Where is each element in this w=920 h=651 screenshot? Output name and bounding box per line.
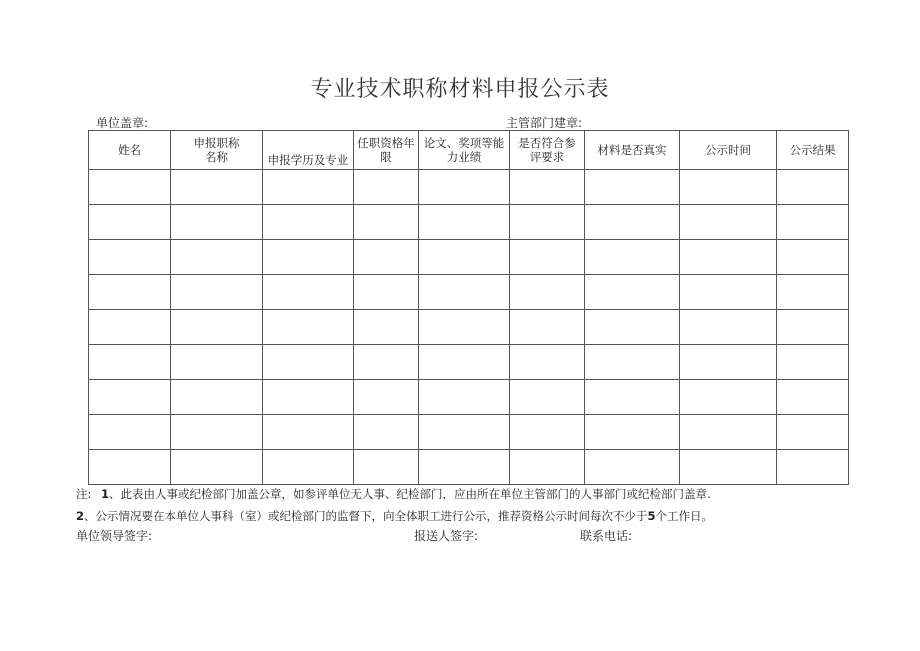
- table-cell: [680, 380, 777, 415]
- table-cell: [354, 240, 419, 275]
- page-title: 专业技术职称材料申报公示表: [310, 77, 610, 102]
- table-cell: [777, 415, 849, 450]
- table-cell: [263, 310, 354, 345]
- table-cell: [585, 380, 680, 415]
- table-cell: [354, 205, 419, 240]
- table-cell: [585, 205, 680, 240]
- table-cell: [680, 240, 777, 275]
- table-cell: [419, 415, 510, 450]
- col-header-publicity-time: 公示时间: [680, 131, 777, 170]
- col-header-qualification-years: 任职资格年限: [354, 131, 419, 170]
- leader-signature-label: 单位领导签字:: [76, 529, 153, 543]
- table-cell: [263, 170, 354, 205]
- table-cell: [777, 450, 849, 485]
- table-cell: [171, 345, 263, 380]
- table-cell: [419, 275, 510, 310]
- col-header-achievements: 论文、奖项等能力业绩: [419, 131, 510, 170]
- table-cell: [171, 205, 263, 240]
- table-cell: [171, 380, 263, 415]
- table-cell: [680, 310, 777, 345]
- col-header-eligibility: 是否符合参评要求: [510, 131, 585, 170]
- table-cell: [171, 415, 263, 450]
- table-cell: [354, 170, 419, 205]
- col-header-authenticity: 材料是否真实: [585, 131, 680, 170]
- table-cell: [263, 240, 354, 275]
- submitter-signature-label: 报送人签字:: [414, 529, 479, 543]
- table-cell: [419, 450, 510, 485]
- table-cell: [510, 345, 585, 380]
- table-cell: [680, 450, 777, 485]
- table-cell: [419, 205, 510, 240]
- table-row: [89, 380, 849, 415]
- table-cell: [777, 380, 849, 415]
- table-cell: [585, 240, 680, 275]
- table-cell: [680, 275, 777, 310]
- table-cell: [89, 275, 171, 310]
- col-header-publicity-result: 公示结果: [777, 131, 849, 170]
- note-2: [76, 508, 713, 524]
- note-1: [76, 486, 711, 502]
- table-cell: [510, 450, 585, 485]
- table-cell: [354, 310, 419, 345]
- table-cell: [585, 450, 680, 485]
- table-row: [89, 345, 849, 380]
- table-cell: [354, 380, 419, 415]
- table-cell: [419, 345, 510, 380]
- table-cell: [263, 345, 354, 380]
- col-header-title: 申报职称名称: [171, 131, 263, 170]
- table-cell: [354, 450, 419, 485]
- table-row: [89, 170, 849, 205]
- table-row: [89, 450, 849, 485]
- dept-seal-label: 主管部门建章:: [506, 116, 583, 130]
- table-cell: [171, 310, 263, 345]
- table-cell: [777, 240, 849, 275]
- table-cell: [171, 170, 263, 205]
- table-cell: [510, 240, 585, 275]
- table-cell: [419, 240, 510, 275]
- table-row: [89, 240, 849, 275]
- table-cell: [419, 310, 510, 345]
- table-cell: [89, 415, 171, 450]
- table-cell: [585, 310, 680, 345]
- note-1-number: 1: [101, 487, 110, 501]
- table-cell: [777, 275, 849, 310]
- unit-seal-label: 单位盖章:: [96, 116, 149, 130]
- table-cell: [263, 205, 354, 240]
- table-cell: [777, 310, 849, 345]
- table-cell: [510, 205, 585, 240]
- col-header-education: 申报学历及专业: [263, 131, 354, 170]
- table-cell: [510, 310, 585, 345]
- table-cell: [171, 450, 263, 485]
- contact-phone-label: 联系电话:: [580, 529, 633, 543]
- col-header-name: 姓名: [89, 131, 171, 170]
- table-cell: [510, 380, 585, 415]
- note-2-text-a: 、公示情况要在本单位人事科（室）或纪检部门的监督下，向全体职工进行公示，推荐资格公示时间每次不少于: [84, 509, 648, 523]
- table-cell: [777, 170, 849, 205]
- table-cell: [89, 310, 171, 345]
- table-cell: [263, 450, 354, 485]
- table-cell: [585, 275, 680, 310]
- table-cell: [680, 205, 777, 240]
- table-cell: [354, 275, 419, 310]
- table-cell: [680, 170, 777, 205]
- table-cell: [585, 170, 680, 205]
- table-header-row: [89, 131, 849, 170]
- table-cell: [89, 380, 171, 415]
- table-cell: [89, 170, 171, 205]
- table-cell: [510, 275, 585, 310]
- table-cell: [171, 275, 263, 310]
- table-cell: [89, 450, 171, 485]
- note-1-text: 、此表由人事或纪检部门加盖公章，如参评单位无人事、纪检部门，应由所在单位主管部门的人事部门或纪检部门盖章.: [109, 487, 711, 501]
- note-2-number: 2: [76, 509, 85, 523]
- table-row: [89, 310, 849, 345]
- table-cell: [263, 380, 354, 415]
- table-cell: [354, 345, 419, 380]
- table-cell: [89, 345, 171, 380]
- table-cell: [585, 345, 680, 380]
- table-cell: [89, 240, 171, 275]
- note-2-days: 5: [647, 509, 656, 523]
- table-row: [89, 205, 849, 240]
- table-cell: [263, 415, 354, 450]
- note-prefix: 注:: [76, 487, 92, 501]
- table-cell: [680, 345, 777, 380]
- table-cell: [680, 415, 777, 450]
- table-cell: [419, 170, 510, 205]
- declaration-table: [88, 130, 849, 485]
- table-cell: [510, 415, 585, 450]
- table-cell: [510, 170, 585, 205]
- table-cell: [419, 380, 510, 415]
- table-cell: [585, 415, 680, 450]
- table-cell: [263, 275, 354, 310]
- note-2-text-b: 个工作日。: [655, 509, 714, 523]
- table-row: [89, 415, 849, 450]
- table-cell: [89, 205, 171, 240]
- table-cell: [777, 345, 849, 380]
- table-cell: [777, 205, 849, 240]
- table-row: [89, 275, 849, 310]
- table-cell: [354, 415, 419, 450]
- table-cell: [171, 240, 263, 275]
